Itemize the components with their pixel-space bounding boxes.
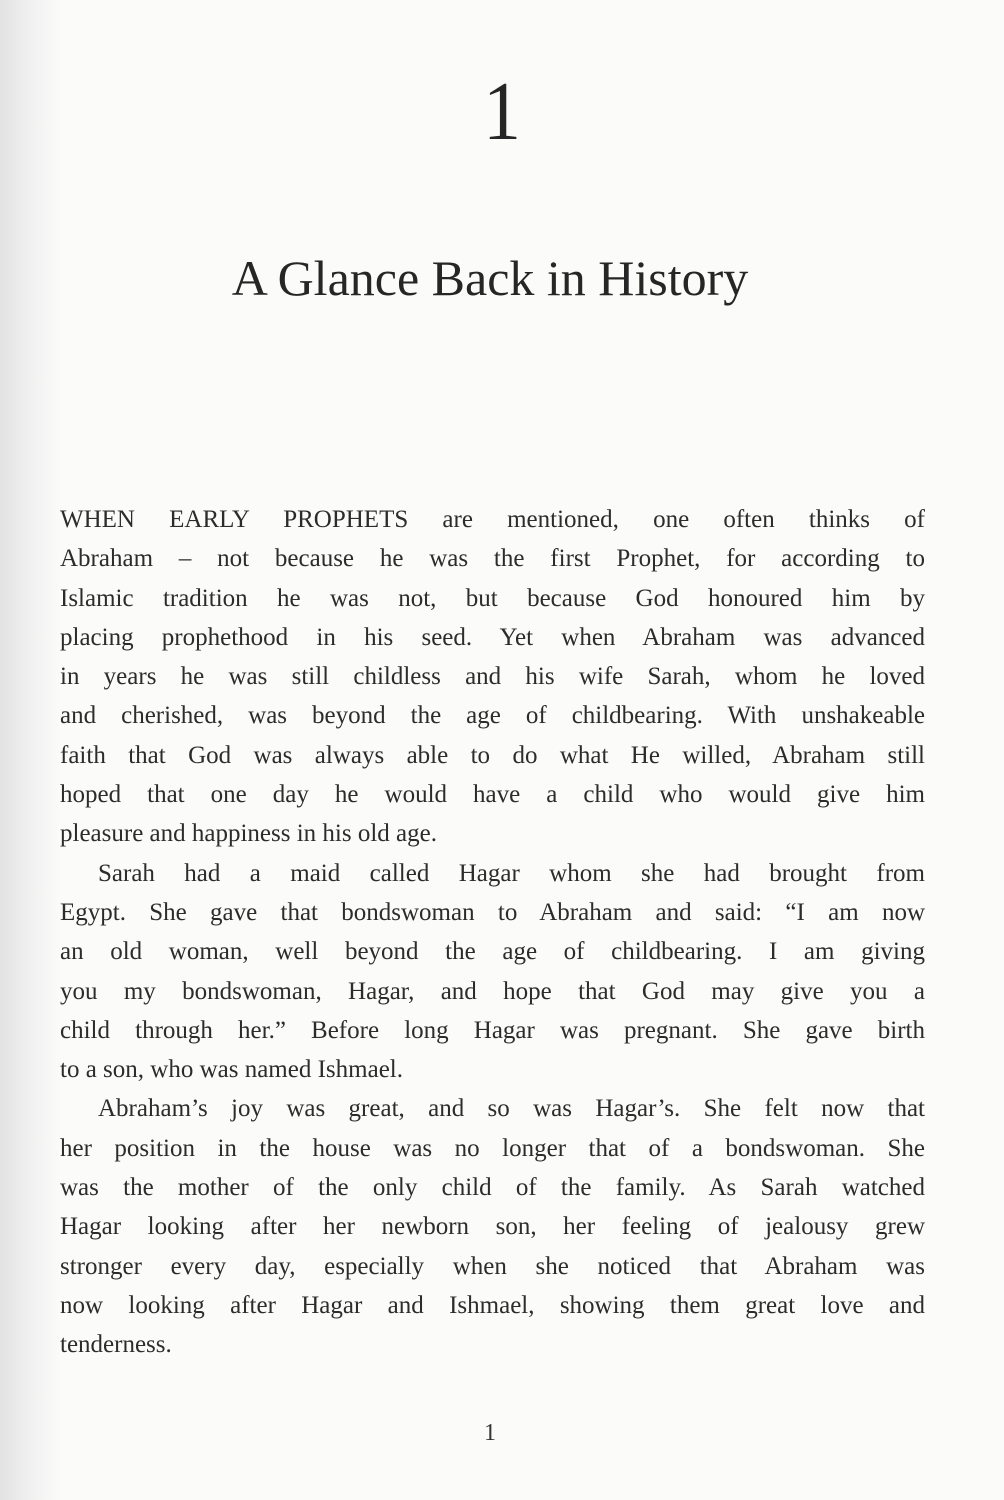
text-line: and cherished, was beyond the age of childbearing. With unshakeable	[60, 702, 925, 730]
paragraph-3	[60, 1089, 925, 1364]
paragraph-2	[60, 854, 925, 1090]
text-line: Hagar looking after her newborn son, her feeling of jealousy grew	[60, 1213, 925, 1241]
text-line: stronger every day, especially when she noticed that Abraham was	[60, 1252, 925, 1280]
text-line: hoped that one day he would have a child who would give him	[60, 781, 925, 809]
text-line: placing prophethood in his seed. Yet when Abraham was advanced	[60, 623, 925, 651]
text-line: you my bondswoman, Hagar, and hope that God may give you a	[60, 977, 925, 1005]
text-line: child through her.” Before long Hagar was pregnant. She gave birth	[60, 1016, 925, 1044]
text-line: now looking after Hagar and Ishmael, showing them great love and	[60, 1291, 925, 1319]
page-gutter-shadow	[0, 0, 60, 1500]
text-line: her position in the house was no longer that of a bondswoman. She	[60, 1134, 925, 1162]
text-line: WHEN EARLY PROPHETS are mentioned, one often thinks of	[60, 506, 925, 533]
text-line: Islamic tradition he was not, but because God honoured him by	[60, 584, 925, 612]
text-line: was the mother of the only child of the family. As Sarah watched	[60, 1174, 925, 1202]
text-line: Abraham – not because he was the first Prophet, for according to	[60, 545, 925, 573]
text-line: faith that God was always able to do what He willed, Abraham still	[60, 741, 925, 769]
chapter-number: 1	[483, 65, 521, 158]
paragraph-1	[60, 500, 925, 854]
text-line: to a son, who was named Ishmael.	[60, 1056, 403, 1084]
text-line: tenderness.	[60, 1331, 172, 1359]
text-line: Egypt. She gave that bondswoman to Abraham and said: “I am now	[60, 898, 925, 926]
text-line: Abraham’s joy was great, and so was Hagar’s. She felt now that	[98, 1095, 925, 1123]
text-line: an old woman, well beyond the age of childbearing. I am giving	[60, 938, 925, 966]
page-number: 1	[484, 1420, 496, 1446]
chapter-body	[60, 500, 925, 1365]
text-line: pleasure and happiness in his old age.	[60, 820, 437, 848]
text-line: Sarah had a maid called Hagar whom she had brought from	[98, 859, 925, 887]
text-line: in years he was still childless and his wife Sarah, whom he loved	[60, 663, 925, 691]
chapter-title: A Glance Back in History	[231, 250, 749, 306]
